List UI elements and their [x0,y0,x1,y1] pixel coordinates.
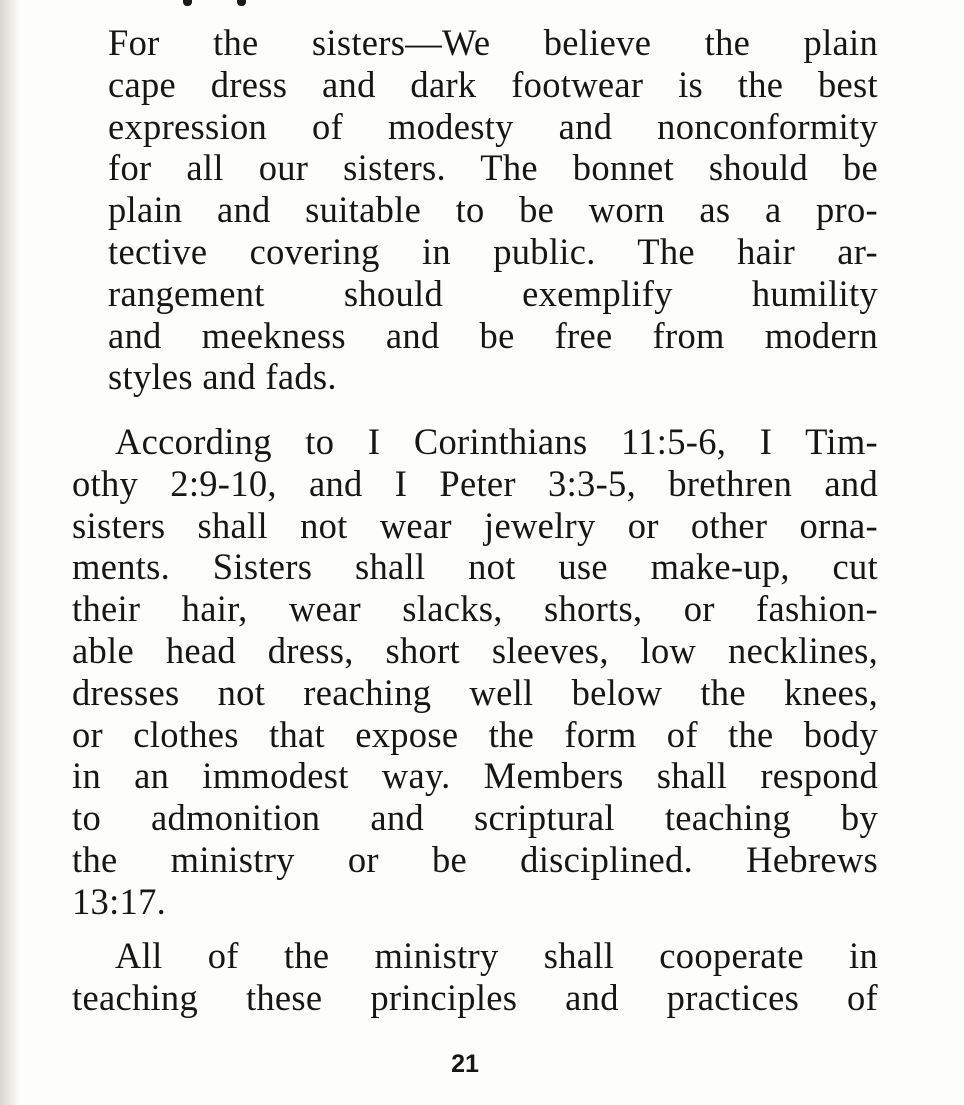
text-line: their hair, wear slacks, shorts, or fashion- [72,588,878,630]
text-line: sisters shall not wear jewelry or other orna- [72,504,878,546]
text-line: to admonition and scriptural teaching by [72,797,878,839]
text-line: othy 2:9-10, and I Peter 3:3-5, brethren and [72,462,878,504]
text-line: plain and suitable to be worn as a pro- [108,189,878,231]
text-line: the ministry or be disciplined. Hebrews [72,838,878,880]
text-line: ments. Sisters shall not use make-up, cut [72,546,878,588]
text-line: rangement should exemplify humility [108,272,878,314]
text-line: and meekness and be free from modern [108,314,878,356]
cropped-previous-line [115,0,285,6]
text-line: expression of modesty and nonconformity [108,105,878,147]
text-line: dresses not reaching well below the knees, [72,671,878,713]
text-line: styles and fads. [108,356,337,398]
text-line: for all our sisters. The bonnet should be [108,147,878,189]
paragraph-sisters-attire [108,22,878,398]
text-line: able head dress, short sleeves, low necklines, [72,629,878,671]
text-line: cape dress and dark footwear is the best [108,63,878,105]
text-line: According to I Corinthians 11:5-6, I Tim- [115,421,878,462]
text-line: or clothes that expose the form of the body [72,713,878,755]
paragraph-jewelry-and-dress-rules [72,421,878,923]
text-line: teaching these principles and practices of [72,976,878,1018]
paragraph-ministry-cooperation [72,935,878,1019]
scan-edge-shadow [0,0,20,1105]
text-line: All of the ministry shall cooperate in [115,935,878,976]
text-line: 13:17. [72,880,167,922]
text-line: tective covering in public. The hair ar- [108,230,878,272]
text-line: For the sisters—We believe the plain [108,22,878,63]
page-number: 21 [451,1050,479,1078]
text-line: in an immodest way. Members shall respond [72,755,878,797]
